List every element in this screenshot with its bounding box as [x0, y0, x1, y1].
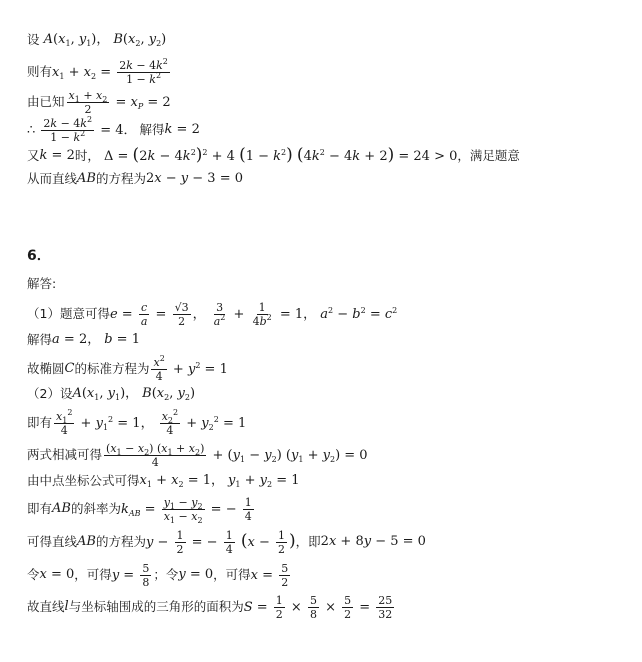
math: 2x − y − 3 = 0 [145, 171, 243, 186]
text: 由中点坐标公式可得 [27, 473, 140, 488]
line-discriminant [27, 146, 520, 166]
math: $k_{AB}$ = $\frac{y_1 - y_2}{x_1 - x_2}$ = − $\frac{1}{4}$ [120, 495, 252, 525]
math: x = 0 [39, 567, 75, 582]
text: （2）设 [27, 386, 73, 401]
line-sum-x [27, 55, 172, 89]
text: 可得直线 [27, 534, 78, 549]
line-part1 [27, 296, 397, 332]
text: ，可得 [213, 567, 251, 582]
math: $\frac{x_1 + x_2}{2}$ = $x_P = 2$ [68, 88, 171, 116]
math: ∴ $\frac{2k - 4k^2}{1 - k^2}$ = 4． [27, 114, 137, 144]
math: y − $\frac{1}{2}$ = − $\frac{1}{4}$ (x − $\frac{1}{2}$ ) [145, 528, 296, 556]
math: l [64, 599, 69, 614]
math: $\frac{(x_1 - x_2) (x_1 + x_2)}{4}$ + $(y_1 - y_2) (y_1 + y_2) = 0$ [106, 441, 368, 469]
line-ellipse-eq [27, 352, 228, 386]
text: ；令 [153, 567, 179, 582]
math: S = $\frac{1}{2}$ × $\frac{5}{8}$ × $\frac{5}{2}$ = $\frac{25}{32}$ [243, 593, 393, 621]
text: 即有 [27, 501, 53, 516]
answer-label [27, 275, 56, 293]
line-substitute [27, 406, 246, 440]
text: 的方程为 [95, 171, 146, 186]
text: 的斜率为 [70, 501, 121, 516]
line-intercepts [27, 558, 292, 592]
math: k = 2 [39, 148, 75, 163]
math: y = 0 [178, 567, 214, 582]
math: y = $\frac{5}{8}$ [111, 561, 150, 589]
math: $A(x_1$, $y_1$)， $B(x_2$, $y_2$) [43, 32, 167, 48]
text: 即有 [27, 415, 53, 430]
math: AB [77, 534, 96, 549]
text: 故椭圆 [27, 361, 65, 376]
text: 从而直线 [27, 171, 78, 186]
text: 与坐标轴围成的三角形的面积为 [68, 599, 244, 614]
line-set-points [27, 31, 166, 49]
line-line-equation [27, 170, 243, 188]
text: （1）题意可得 [27, 306, 110, 321]
math: $\frac{x^2}{4}$ + $y^2 = 1$ [153, 353, 228, 383]
line-midpoint-coords [27, 472, 300, 490]
math: $x_1 + x_2$ = $\frac{2k - 4k^2}{1 - k^2}$ [52, 56, 168, 86]
line-subtract [27, 438, 368, 472]
math: AB [77, 171, 96, 186]
text: 两式相减可得 [27, 447, 103, 462]
text: ，即 [295, 534, 321, 549]
math: e = $\frac{c}{a}$ = $\frac{√3}{2}$ ， $\frac{3}{a^2}$ + $\frac{1}{4b^2}$ = 1， $a^2 - b^2 = c^2$ [109, 300, 398, 328]
text: 故直线 [27, 599, 65, 614]
text: 解得 [139, 122, 165, 137]
text: 解答: [27, 276, 57, 291]
text: ，满足题意 [457, 148, 520, 163]
text: 的方程为 [95, 534, 146, 549]
text: 则有 [27, 64, 53, 79]
text: 令 [27, 567, 40, 582]
math: k = 2 [164, 122, 200, 137]
line-area [27, 590, 396, 624]
math: 2x + 8y − 5 = 0 [320, 534, 426, 549]
line-solve-ab [27, 331, 140, 349]
math: AB [52, 501, 71, 516]
line-solve-k [27, 113, 200, 147]
line-slope [27, 492, 256, 526]
text: 解得 [27, 332, 53, 347]
text: 又 [27, 148, 40, 163]
text: 设 [27, 32, 40, 47]
math: $x_1 + x_2 = 1$， $y_1 + y_2 = 1$ [139, 473, 300, 489]
text: 的标准方程为 [74, 361, 150, 376]
math: C [64, 361, 75, 376]
math: a = 2， b = 1 [52, 332, 140, 347]
math: $\frac{x_1^2}{4}$ + $y_1^2 = 1$， $\frac{x_2^2}{4}$ + $y_2^2 = 1$ [56, 407, 247, 437]
line-part2 [27, 385, 195, 403]
text: 由已知 [27, 94, 65, 109]
section-number: 6． [27, 248, 51, 264]
math: $\Delta = (2k - 4k^2)^2 + 4$ $(1 - k^2)$ $(4k^2 - 4k + 2) = 24 > 0$ [99, 145, 458, 165]
text: 时， [74, 148, 100, 163]
text: ，可得 [74, 567, 112, 582]
math: x = $\frac{5}{2}$ [250, 561, 289, 589]
math: $A(x_1$, $y_1$)， $B(x_2$, $y_2$) [72, 386, 196, 402]
line-line-ab [27, 525, 426, 559]
